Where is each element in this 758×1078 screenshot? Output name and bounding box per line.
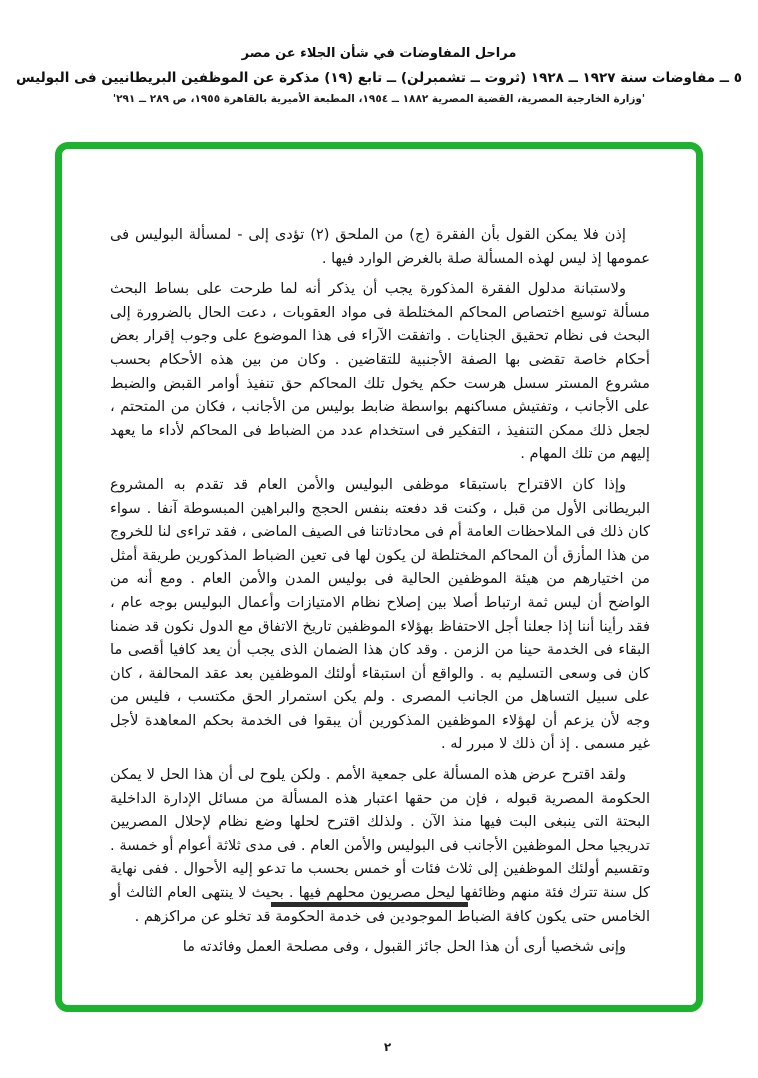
paragraph-3: وإذا كان الاقتراح باستبقاء موظفى البوليس والأمن العام قد تقدم به المشروع البريطانى الأول من قبل ، وكنت قد دفعته بنفس الحجج والبراهين المبسوطة آنفا . سواء كان ذلك فى الملاحظات العامة أم فى محادثاتنا فى الصيف الماضى ، فقد تراءى لنا للخروج من هذا المأزق أن المحاكم المختلطة لن يكون لها فى تعين الضباط المذكورين طريقة أمثل من اختيارهم من هيئة الموظفين الحالية فى بوليس المدن والأمن العام . ومع أنه من الواضح أن ليس ثمة ارتباط أصلا بين إصلاح نظام الامتيازات وأعمال البوليس بوجه عام ، فقد رأينا أننا إذا جعلنا أجل الاحتفاظ بهؤلاء الموظفين تاريخ الاتفاق مع الدول نكون قد ضمنا البقاء فى الخدمة حينا من الزمن . وقد كان هذا الضمان الذى يجب أن يعد كافيا أقصى ما كان فى وسعى التسليم به . والواقع أن استبقاء أولئك الموظفين بعد عقد المحالفة ، كان على سبيل التساهل من الجانب المصرى . ولم يكن استمرار الحق مكتسب ، فليس من وجه لأن يزعم أن لهؤلاء الموظفين المذكورين أن يبقوا فى الخدمة بحكم المعاهدة لأجل غير مسمى . إذ أن ذلك لا مبرر له .	[110, 475, 650, 753]
paragraph-1: إذن فلا يمكن القول بأن الفقرة (ج) من الملحق (٢) تؤدى إلى - لمسألة البوليس فى عمومها إذ ليس لهذه المسألة صلة بالغرض الوارد فيها .	[110, 226, 650, 267]
paragraph-2: ولاستبانة مدلول الفقرة المذكورة يجب أن يذكر أنه لما طرحت على بساط البحث مسألة توسيع اختصاص المحاكم المختلطة فى مواد العقوبات ، دعت الحال بالضرورة إلى البحث فى نظام تحقيق الجنايات . واتفقت الآراء فى هذا الموضوع على وجوب إقرار بعض أحكام خاصة تقضى بها الصفة الأجنبية للتقاضين . وكان من بين هذه الأحكام بحسب مشروع المستر سسل هرست حكم يخول تلك المحاكم حق تنفيذ أوامر القبض والضبط على الأجانب ، وتفتيش مساكنهم بواسطة ضابط بوليس من الأجانب ، فكان من المتحتم ، لجعل ذلك ممكن التنفيذ ، التفكير فى استخدام عدد من الضباط فى المحاكم لأداء ما يعهد إليهم من تلك المهام .	[110, 280, 650, 463]
header-title: مراحل المفاوضات في شأن الجلاء عن مصر	[241, 46, 517, 61]
header-subtitle: ٥ ــ مفاوضات سنة ١٩٢٧ ــ ١٩٢٨ (ثروت ــ تشمبرلن) ــ تابع (١٩) مذكرة عن الموظفين البريطانيين فى البوليس	[16, 70, 742, 86]
section-divider	[271, 902, 468, 907]
paragraph-5: وإنى شخصيا أرى أن هذا الحل جائز القبول ، وفى مصلحة العمل وفائدته ما	[182, 938, 626, 956]
annotation-frame	[55, 142, 703, 1012]
header-source-citation: 'وزارة الخارجية المصرية، القضية المصرية ١٨٨٢ ــ ١٩٥٤، المطبعة الأميرية بالقاهرة ١٩٥٥، ص ٢٨٩ ــ ٢٩١'	[112, 93, 646, 105]
page-number: ٢	[383, 1040, 392, 1054]
document-header	[0, 46, 758, 105]
paragraph-4: ولقد اقترح عرض هذه المسألة على جمعية الأمم . ولكن يلوح لى أن هذا الحل لا يمكن الحكومة المصرية قبوله ، فإن من حقها اعتبار هذه المسألة من مسائل الإدارة الداخلية البحتة التى ينبغى البت فيها منذ الآن . ولذلك اقترح لحلها وضع نظام لإحلال المصريين تدريجيا محل الموظفين الأجانب فى البوليس والأمن العام . فى مدى ثلاثة أعوام أو خمسة . وتقسيم أولئك الموظفين إلى ثلاث فئات أو خمس بحسب ما تدعو إليه الأحوال . ففى نهاية كل سنة تترك فئة منهم وظائفها ليحل مصريون محلهم فيها . بحيث لا ينتهى العام الثالث أو الخامس حتى يكون كافة الضباط الموجودين فى خدمة الحكومة قد تخلو عن مراكزهم .	[110, 766, 650, 925]
scanned-text-block	[110, 223, 650, 959]
